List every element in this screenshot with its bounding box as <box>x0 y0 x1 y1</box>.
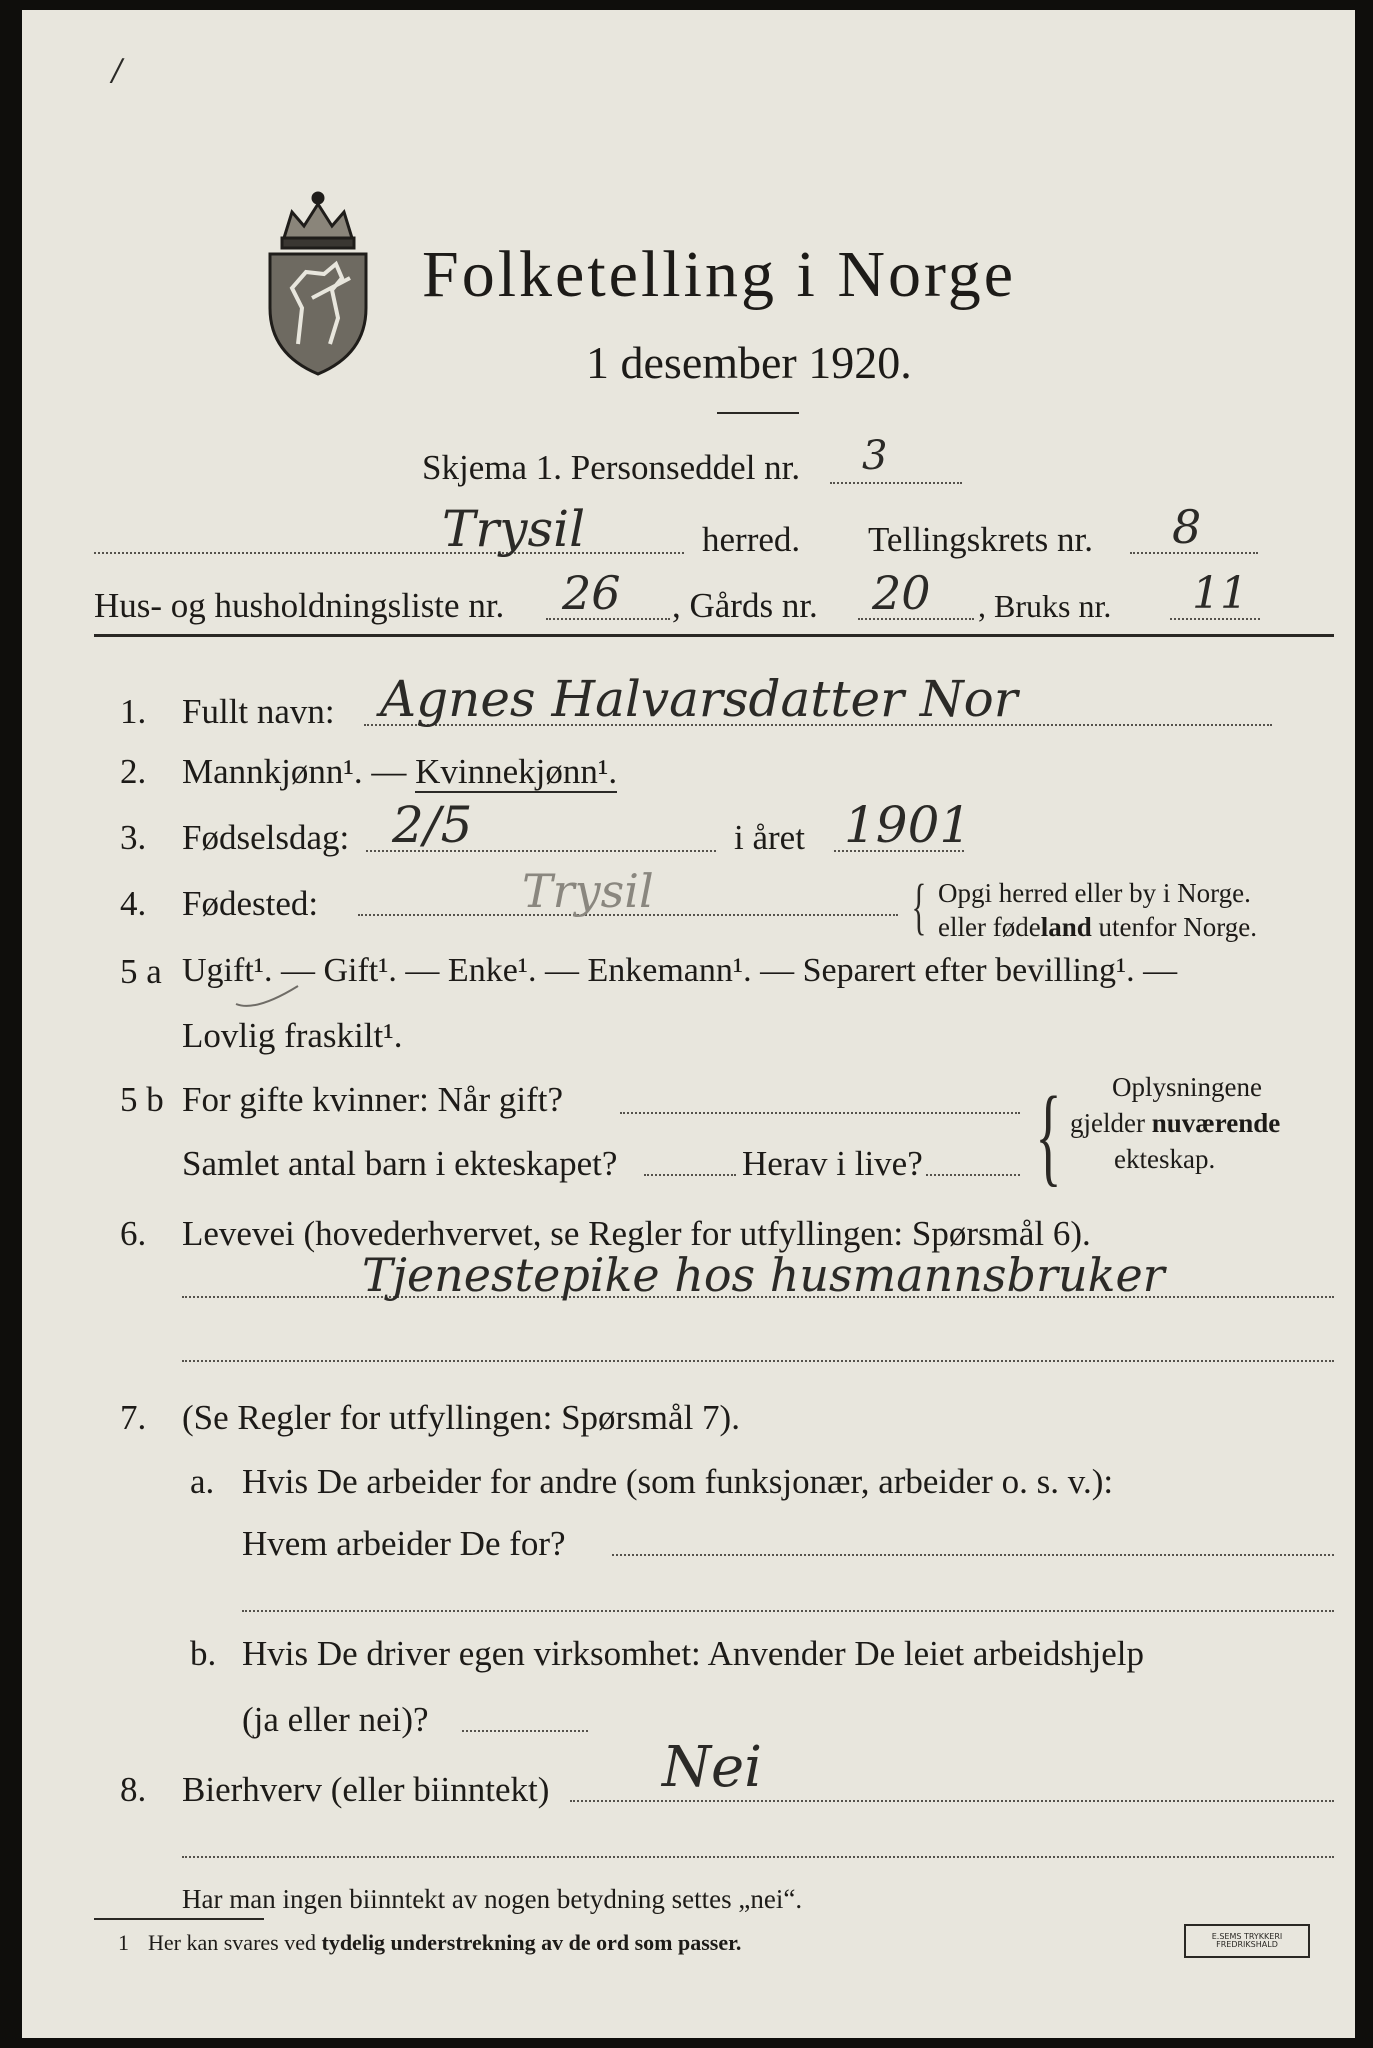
q4-note-line2 <box>938 914 1257 941</box>
birthplace-value: Trysil <box>522 864 654 918</box>
q4-label: Fødested: <box>182 884 319 923</box>
q5a-options-line2 <box>182 1018 402 1053</box>
q7a-field-line-2 <box>242 1610 1334 1612</box>
q8-field-line <box>570 1800 1334 1802</box>
printer-stamp-text: E.SEMS TRYKKERI FREDRIKSHALD <box>1211 1932 1283 1949</box>
q4-note-part: eller føde <box>938 912 1041 942</box>
title-divider <box>717 412 799 414</box>
q4-number: 4. <box>120 884 147 923</box>
q7b-line2: (ja eller nei)? <box>242 1700 429 1739</box>
skjema-label: Skjema 1. Personseddel nr. <box>422 448 801 487</box>
skjema-field-line <box>830 482 962 484</box>
q5b-children-field-line <box>644 1174 736 1176</box>
norwegian-lion-coat-of-arms-icon <box>262 168 374 378</box>
footnote-text <box>148 1932 741 1954</box>
census-date: 1 desember 1920. <box>586 337 912 388</box>
q4-note-part: utenfor Norge. <box>1091 912 1257 942</box>
pencil-mark: / <box>112 53 123 88</box>
q4-note-line1: Opgi herred eller by i Norge. <box>938 878 1251 908</box>
side-income-value: Nei <box>662 1735 763 1800</box>
q4-note-brace: { <box>911 873 927 941</box>
tellingskrets-number: 8 <box>1172 500 1202 554</box>
form-title: Folketelling i Norge <box>422 238 1017 311</box>
q8-number: 8. <box>120 1770 147 1809</box>
q5b-number: 5 b <box>120 1080 164 1119</box>
q5a-number: 5 a <box>120 952 162 991</box>
nei-note: Har man ingen biinntekt av nogen betydning settes „nei“. <box>182 1884 803 1914</box>
husholdningsliste-label: Hus- og husholdningsliste nr. <box>94 586 505 625</box>
q4-note-bold: land <box>1040 912 1092 942</box>
mannkjonn-option: Mannkjønn¹. — <box>182 752 416 791</box>
lovlig-fraskilt-text: Lovlig fraskilt¹. <box>182 1016 403 1055</box>
footnote-part: Her kan svares ved <box>148 1930 322 1955</box>
q5b-line1: For gifte kvinner: Når gift? <box>182 1080 564 1119</box>
birth-year-value: 1901 <box>844 796 972 854</box>
herred-label: herred. <box>702 520 801 559</box>
q7a-line2: Hvem arbeider De for? <box>242 1524 566 1563</box>
footnote-rule <box>94 1918 264 1920</box>
q5b-note-bold: nuværende <box>1151 1108 1281 1138</box>
bruks-label: , Bruks nr. <box>978 588 1112 624</box>
q1-number: 1. <box>120 692 147 731</box>
header-divider <box>94 634 1334 637</box>
q7-label: (Se Regler for utfyllingen: Spørsmål 7). <box>182 1398 740 1437</box>
q8-field-line-2 <box>182 1856 1334 1858</box>
bruks-number: 11 <box>1192 568 1248 619</box>
tellingskrets-label: Tellingskrets nr. <box>868 520 1094 559</box>
footnote-mark: 1 <box>118 1930 129 1955</box>
footnote-bold: tydelig understrekning av de ord som passer. <box>321 1930 742 1955</box>
gards-label: , Gårds nr. <box>672 586 818 625</box>
q7b-letter: b. <box>190 1634 217 1673</box>
herred-field-line <box>94 552 684 554</box>
q5b-note-line1: Oplysningene <box>1112 1072 1262 1102</box>
q5b-alive-label: Herav i live? <box>742 1144 923 1183</box>
q6-field-line-2 <box>182 1360 1334 1362</box>
q7b-field-line <box>462 1730 588 1732</box>
q5b-note-line3: ekteskap. <box>1114 1144 1216 1174</box>
occupation-value: Tjenestepike hos husmannsbruker <box>362 1248 1165 1302</box>
birthday-value: 2/5 <box>392 796 473 854</box>
q2-options <box>182 754 617 789</box>
ugift-check-mark <box>182 1018 402 1053</box>
q8-label: Bierhverv (eller biinntekt) <box>182 1770 550 1809</box>
printer-stamp <box>1184 1924 1310 1958</box>
q1-label: Fullt navn: <box>182 692 335 731</box>
q7a-line1: Hvis De arbeider for andre (som funksjonær, arbeider o. s. v.): <box>242 1462 1114 1501</box>
personseddel-number: 3 <box>862 433 888 479</box>
q3-number: 3. <box>120 818 147 857</box>
herred-value: Trysil <box>442 500 586 558</box>
full-name-value: Agnes Halvarsdatter Nor <box>380 670 1018 728</box>
kvinnekjonn-option: Kvinnekjønn¹. <box>415 752 618 791</box>
year-label: i året <box>734 818 805 857</box>
q5b-note-line2 <box>1070 1110 1280 1137</box>
q2-number: 2. <box>120 752 147 791</box>
q5b-note-part: gjelder <box>1070 1108 1152 1138</box>
q7a-letter: a. <box>190 1462 215 1501</box>
q5b-married-field-line <box>620 1112 1020 1114</box>
q7b-line1: Hvis De driver egen virksomhet: Anvender De leiet arbeidshjelp <box>242 1634 1144 1673</box>
husholdningsliste-number: 26 <box>562 566 621 620</box>
census-form-page <box>22 10 1355 2038</box>
gards-number: 20 <box>872 566 931 620</box>
q5a-options: Ugift¹. — Gift¹. — Enke¹. — Enkemann¹. — Separert efter bevilling¹. — <box>182 952 1178 989</box>
q7-number: 7. <box>120 1398 147 1437</box>
q7a-field-line <box>612 1554 1334 1556</box>
ugift-check-mark <box>232 982 302 1012</box>
q6-number: 6. <box>120 1214 147 1253</box>
q6-label: Levevei (hovederhvervet, se Regler for utfyllingen: Spørsmål 6). <box>182 1214 1091 1253</box>
q5b-children-label: Samlet antal barn i ekteskapet? <box>182 1144 618 1183</box>
q5b-alive-field-line <box>926 1174 1020 1176</box>
q3-label: Fødselsdag: <box>182 818 350 857</box>
q5b-note-brace: { <box>1035 1074 1062 1196</box>
